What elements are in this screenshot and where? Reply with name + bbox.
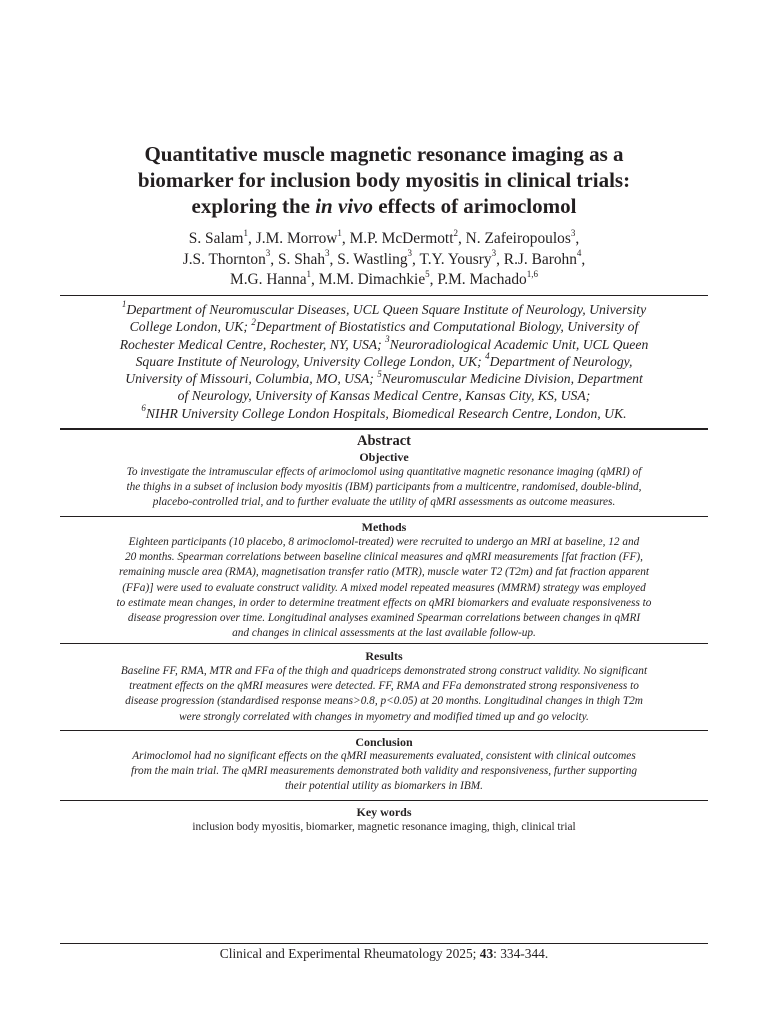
author-name: , N. Zafeiropoulos <box>457 230 571 247</box>
results-line: were strongly correlated with changes in myometry and modified timed up and go velocity. <box>179 710 589 723</box>
affiliation-marker: 3 <box>385 334 390 345</box>
affiliations <box>60 301 708 422</box>
author-name: , <box>581 250 586 268</box>
author-affiliation-marker: 3 <box>491 248 497 259</box>
abstract-divider <box>60 428 708 430</box>
methods-line: to estimate mean changes, in order to determine treatment effects on qMRI biomarkers and evaluate responsiveness to <box>116 596 652 609</box>
author-name: , <box>575 230 580 247</box>
author-affiliation-marker: 1 <box>243 227 249 238</box>
methods-line: Eighteen participants (10 placebo, 8 arimoclomol-treated) were recruited to undergo an MRI at baseline, 12 and <box>128 536 640 548</box>
title-line-1: Quantitative muscle magnetic resonance imaging as a <box>144 142 624 166</box>
author-affiliation-marker: 3 <box>325 248 330 259</box>
author-line <box>60 250 708 271</box>
affiliation-line <box>60 405 708 422</box>
author-name: M.G. Hanna <box>230 271 307 288</box>
affiliation-text: Rochester Medical Centre, Rochester, NY, USA; <box>119 336 386 352</box>
author-name: , M.P. McDermott <box>341 230 454 247</box>
author-name: , J.M. Morrow <box>248 230 338 247</box>
affiliation-text: College London, UK; <box>129 319 252 335</box>
methods-line: 20 months. Spearman correlations between baseline clinical measures and qMRI measurements [fat fraction (FF), <box>124 551 643 564</box>
objective-line: placebo-controlled trial, and to further evaluate the utility of qMRI assessments as outcome measures. <box>152 496 616 509</box>
affiliation-line <box>60 387 708 404</box>
author-name: , R.J. Barohn <box>496 250 577 268</box>
author-affiliation-marker: 3 <box>570 227 576 238</box>
results-line: treatment effects on the qMRI measures were detected. FF, RMA and FFa demonstrated strong responsiveness to <box>129 680 639 693</box>
affiliation-marker: 2 <box>251 316 256 327</box>
keywords-text: inclusion body myositis, biomarker, magnetic resonance imaging, thigh, clinical trial <box>192 821 576 833</box>
affiliation-marker: 4 <box>485 351 490 362</box>
objective-heading: Objective <box>359 450 409 464</box>
methods-heading: Methods <box>361 520 407 534</box>
affiliation-text: of Neurology, University of Kansas Medical Centre, Kansas City, KS, USA; <box>177 388 591 404</box>
affiliation-text: Department of Biostatistics and Computational Biology, University of <box>255 319 639 335</box>
objective-line: the thighs in a subset of inclusion body myositis (IBM) participants from a multicentre, randomised, double-blind, <box>126 481 642 494</box>
author-list <box>60 229 708 291</box>
results-line: disease progression (standardised response means>0.8, p<0.05) at 20 months. Longitudinal changes in thigh T2m <box>125 695 643 708</box>
conclusion-text <box>60 749 708 795</box>
keywords-heading: Key words <box>356 805 412 819</box>
affiliation-marker: 5 <box>377 368 382 379</box>
footer-divider <box>60 943 708 944</box>
results-text <box>60 664 708 725</box>
results-heading: Results <box>365 649 403 663</box>
conclusion-line: Arimoclomol had no significant effects on the qMRI measurements evaluated, consistent with clinical outcomes <box>132 750 636 762</box>
author-name: J.S. Thornton <box>182 250 266 268</box>
title-line-3-pre: exploring the <box>191 194 316 218</box>
section-divider <box>60 516 708 517</box>
author-name: , P.M. Machado <box>429 271 527 288</box>
results-line: Baseline FF, RMA, MTR and FFa of the thigh and quadriceps demonstrated strong construct validity. No significant <box>120 665 648 677</box>
section-divider <box>60 643 708 644</box>
affiliation-text: Neuromuscular Medicine Division, Department <box>381 371 643 387</box>
methods-line: disease progression over time. Longitudinal analyses examined Spearman correlations between changes in qMRI <box>127 612 641 625</box>
affiliation-line <box>60 370 708 387</box>
journal-pages: : 334-344. <box>493 946 549 961</box>
title-line-2: biomarker for inclusion body myositis in clinical trials: <box>137 168 631 192</box>
conclusion-line: their potential utility as biomarkers in IBM. <box>285 780 483 793</box>
section-divider <box>60 730 708 731</box>
objective-line: To investigate the intramuscular effects of arimoclomol using quantitative magnetic resonance imaging (qMRI) of <box>126 466 642 478</box>
article-title <box>60 141 708 219</box>
conclusion-heading: Conclusion <box>355 735 413 749</box>
title-line-3 <box>60 193 708 219</box>
affiliation-text: University of Missouri, Columbia, MO, USA; <box>125 371 378 387</box>
author-affiliation-marker: 5 <box>425 268 430 279</box>
author-line <box>60 229 708 250</box>
author-name: , M.M. Dimachkie <box>311 271 426 288</box>
affiliation-text: NIHR University College London Hospitals, Biomedical Research Centre, London, UK. <box>145 405 627 421</box>
author-name: , S. Shah <box>270 250 326 268</box>
author-name: , T.Y. Yousry <box>412 250 492 268</box>
section-divider <box>60 800 708 801</box>
journal-name: Clinical and Experimental Rheumatology 2025; <box>219 946 480 961</box>
journal-citation <box>60 946 708 962</box>
affiliation-line <box>60 336 708 353</box>
conclusion-line: from the main trial. The qMRI measurements demonstrated both validity and responsiveness, further supporting <box>130 765 638 778</box>
author-affiliation-marker: 1 <box>306 268 312 279</box>
affiliation-line <box>60 301 708 318</box>
journal-volume: 43 <box>479 946 494 961</box>
author-line <box>60 270 708 291</box>
abstract-heading: Abstract <box>357 433 411 449</box>
title-italic-term: in vivo <box>315 194 373 218</box>
affiliation-line <box>60 318 708 335</box>
author-affiliation-marker: 3 <box>407 248 413 259</box>
author-name: , S. Wastling <box>329 250 408 268</box>
author-affiliation-marker: 2 <box>453 227 458 238</box>
author-affiliation-marker: 1,6 <box>526 268 538 279</box>
objective-text <box>60 465 708 511</box>
affiliation-text: Department of Neurology, <box>489 353 633 369</box>
methods-text <box>60 535 708 641</box>
affiliation-line <box>60 353 708 370</box>
affiliation-text: Neuroradiological Academic Unit, UCL Queen <box>389 336 649 352</box>
author-affiliation-marker: 1 <box>337 227 342 238</box>
affiliation-marker: 1 <box>121 299 127 310</box>
affiliation-text: Square Institute of Neurology, University College London, UK; <box>135 353 486 369</box>
affiliation-text: Department of Neuromuscular Diseases, UCL Queen Square Institute of Neurology, University <box>126 302 647 317</box>
author-affiliation-marker: 3 <box>265 248 271 259</box>
methods-line: remaining muscle area (RMA), magnetisation transfer ratio (MTR), muscle water T2 (T2m) and fat fraction apparent <box>119 566 649 579</box>
author-affiliation-marker: 4 <box>576 248 582 259</box>
author-name: S. Salam <box>188 230 244 247</box>
top-divider <box>60 295 708 296</box>
methods-line: and changes in clinical assessments at the last available follow-up. <box>232 627 536 640</box>
title-line-3-post: effects of arimoclomol <box>372 194 577 218</box>
methods-line: (FFa)] were used to evaluate construct validity. A mixed model repeated measures (MMRM) strategy was employed <box>122 581 646 594</box>
affiliation-marker: 6 <box>141 403 146 414</box>
